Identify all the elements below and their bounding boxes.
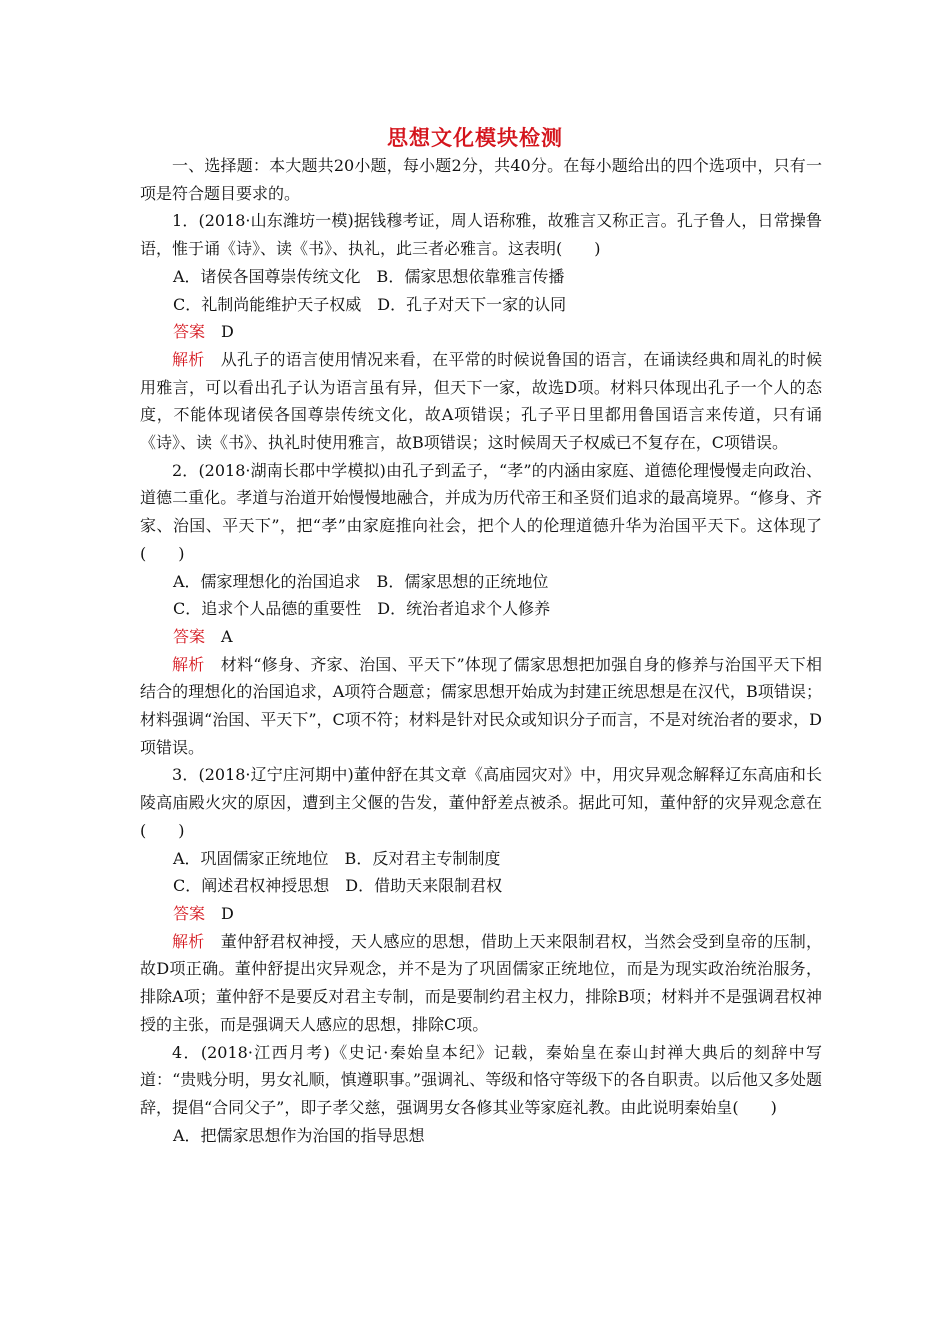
answer-value: A [221,626,233,646]
answer-row [140,900,822,928]
explanation [140,651,822,762]
question-stem: 1．(2018·山东潍坊一模)据钱穆考证，周人语称雅，故雅言又称正言。孔子鲁人，日常操鲁语，惟于诵《诗》、读《书》、执礼，此三者必雅言。这表明( ) [140,211,822,259]
explanation [140,928,822,1039]
question-options-row: A．把儒家思想作为治国的指导思想 [173,1125,425,1145]
explanation [140,346,822,457]
answer-row [140,623,822,651]
explanation-text: 董仲舒君权神授，天人感应的思想，借助上天来限制君权，当然会受到皇帝的压制，故D项正确。董仲舒提出灾异观念，并不是为了巩固儒家正统地位，而是为现实政治统治服务，排除A项；董仲舒不是要反对君主专制，而是要制约君主权力，排除B项；材料并不是强调君权神授的主张，而是强调天人感应的思想，排除C项。 [140,931,822,1034]
question-options-row: A．儒家理想化的治国追求 B．儒家思想的正统地位 [173,571,549,591]
answer-row [140,318,822,346]
question-options-row: C．阐述君权神授思想 D．借助天来限制君权 [173,876,503,896]
document-body [140,152,822,1149]
explanation-text: 材料“修身、齐家、治国、平天下”体现了儒家思想把加强自身的修养与治国平天下相结合的理想化的治国追求，A项符合题意；儒家思想开始成为封建正统思想是在汉代，B项错误；材料强调“治国、平天下”，C项不符；材料是针对民众或知识分子而言，不是对统治者的要求，D项错误。 [140,654,822,757]
answer-value: D [221,322,234,342]
page-title: 思想文化模块检测 [387,126,563,150]
explanation-label: 解析 [172,349,205,369]
question-stem: 2．(2018·湖南长郡中学模拟)由孔子到孟子，“孝”的内涵由家庭、道德伦理慢慢走向政治、道德二重化。孝道与治道开始慢慢地融合，并成为历代帝王和圣贤们追求的最高境界。“修身、齐家、治国、平天下”，把“孝”由家庭推向社会，把个人的伦理道德升华为治国平天下。这体现了( ) [140,460,822,563]
answer-value: D [221,903,234,923]
answer-label: 答案 [173,903,206,923]
explanation-text: 从孔子的语言使用情况来看，在平常的时候说鲁国的语言，在诵读经典和周礼的时候用雅言，可以看出孔子认为语言虽有异，但天下一家，故选D项。材料只体现出孔子一个人的态度，不能体现诸侯各国尊崇传统文化，故A项错误；孔子平日里都用鲁国语言来传道，只有诵《诗》、读《书》、执礼时使用雅言，故B项错误；这时候周天子权威已不复存在，C项错误。 [140,349,822,453]
question-options-row: A．巩固儒家正统地位 B．反对君主专制制度 [173,848,501,868]
question-options-row: C．追求个人品德的重要性 D．统治者追求个人修养 [173,599,551,619]
question-stem: 3．(2018·辽宁庄河期中)董仲舒在其文章《高庙园灾对》中，用灾异观念解释辽东高庙和长陵高庙殿火灾的原因，遭到主父偃的告发，董仲舒差点被杀。据此可知，董仲舒的灾异观念意在( ) [140,765,822,840]
question-options-row: C．礼制尚能维护天子权威 D．孔子对天下一家的认同 [173,294,567,314]
answer-label: 答案 [173,626,206,646]
question-options-row: A．诸侯各国尊崇传统文化 B．儒家思想依靠雅言传播 [173,266,565,286]
explanation-label: 解析 [172,931,205,951]
answer-label: 答案 [173,322,206,342]
question-stem: 4．(2018·江西月考)《史记·秦始皇本纪》记载，秦始皇在泰山封禅大典后的刻辞中写道：“贵贱分明，男女礼顺，慎遵职事。”强调礼、等级和恪守等级下的各自职责。以后他又多处题辞，提倡“合同父子”，即子孝父慈，强调男女各修其业等家庭礼教。由此说明秦始皇( ) [140,1042,822,1117]
section-intro: 一、选择题：本大题共20小题，每小题2分，共40分。在每小题给出的四个选项中，只有一项是符合题目要求的。 [140,156,822,203]
explanation-label: 解析 [172,654,205,674]
